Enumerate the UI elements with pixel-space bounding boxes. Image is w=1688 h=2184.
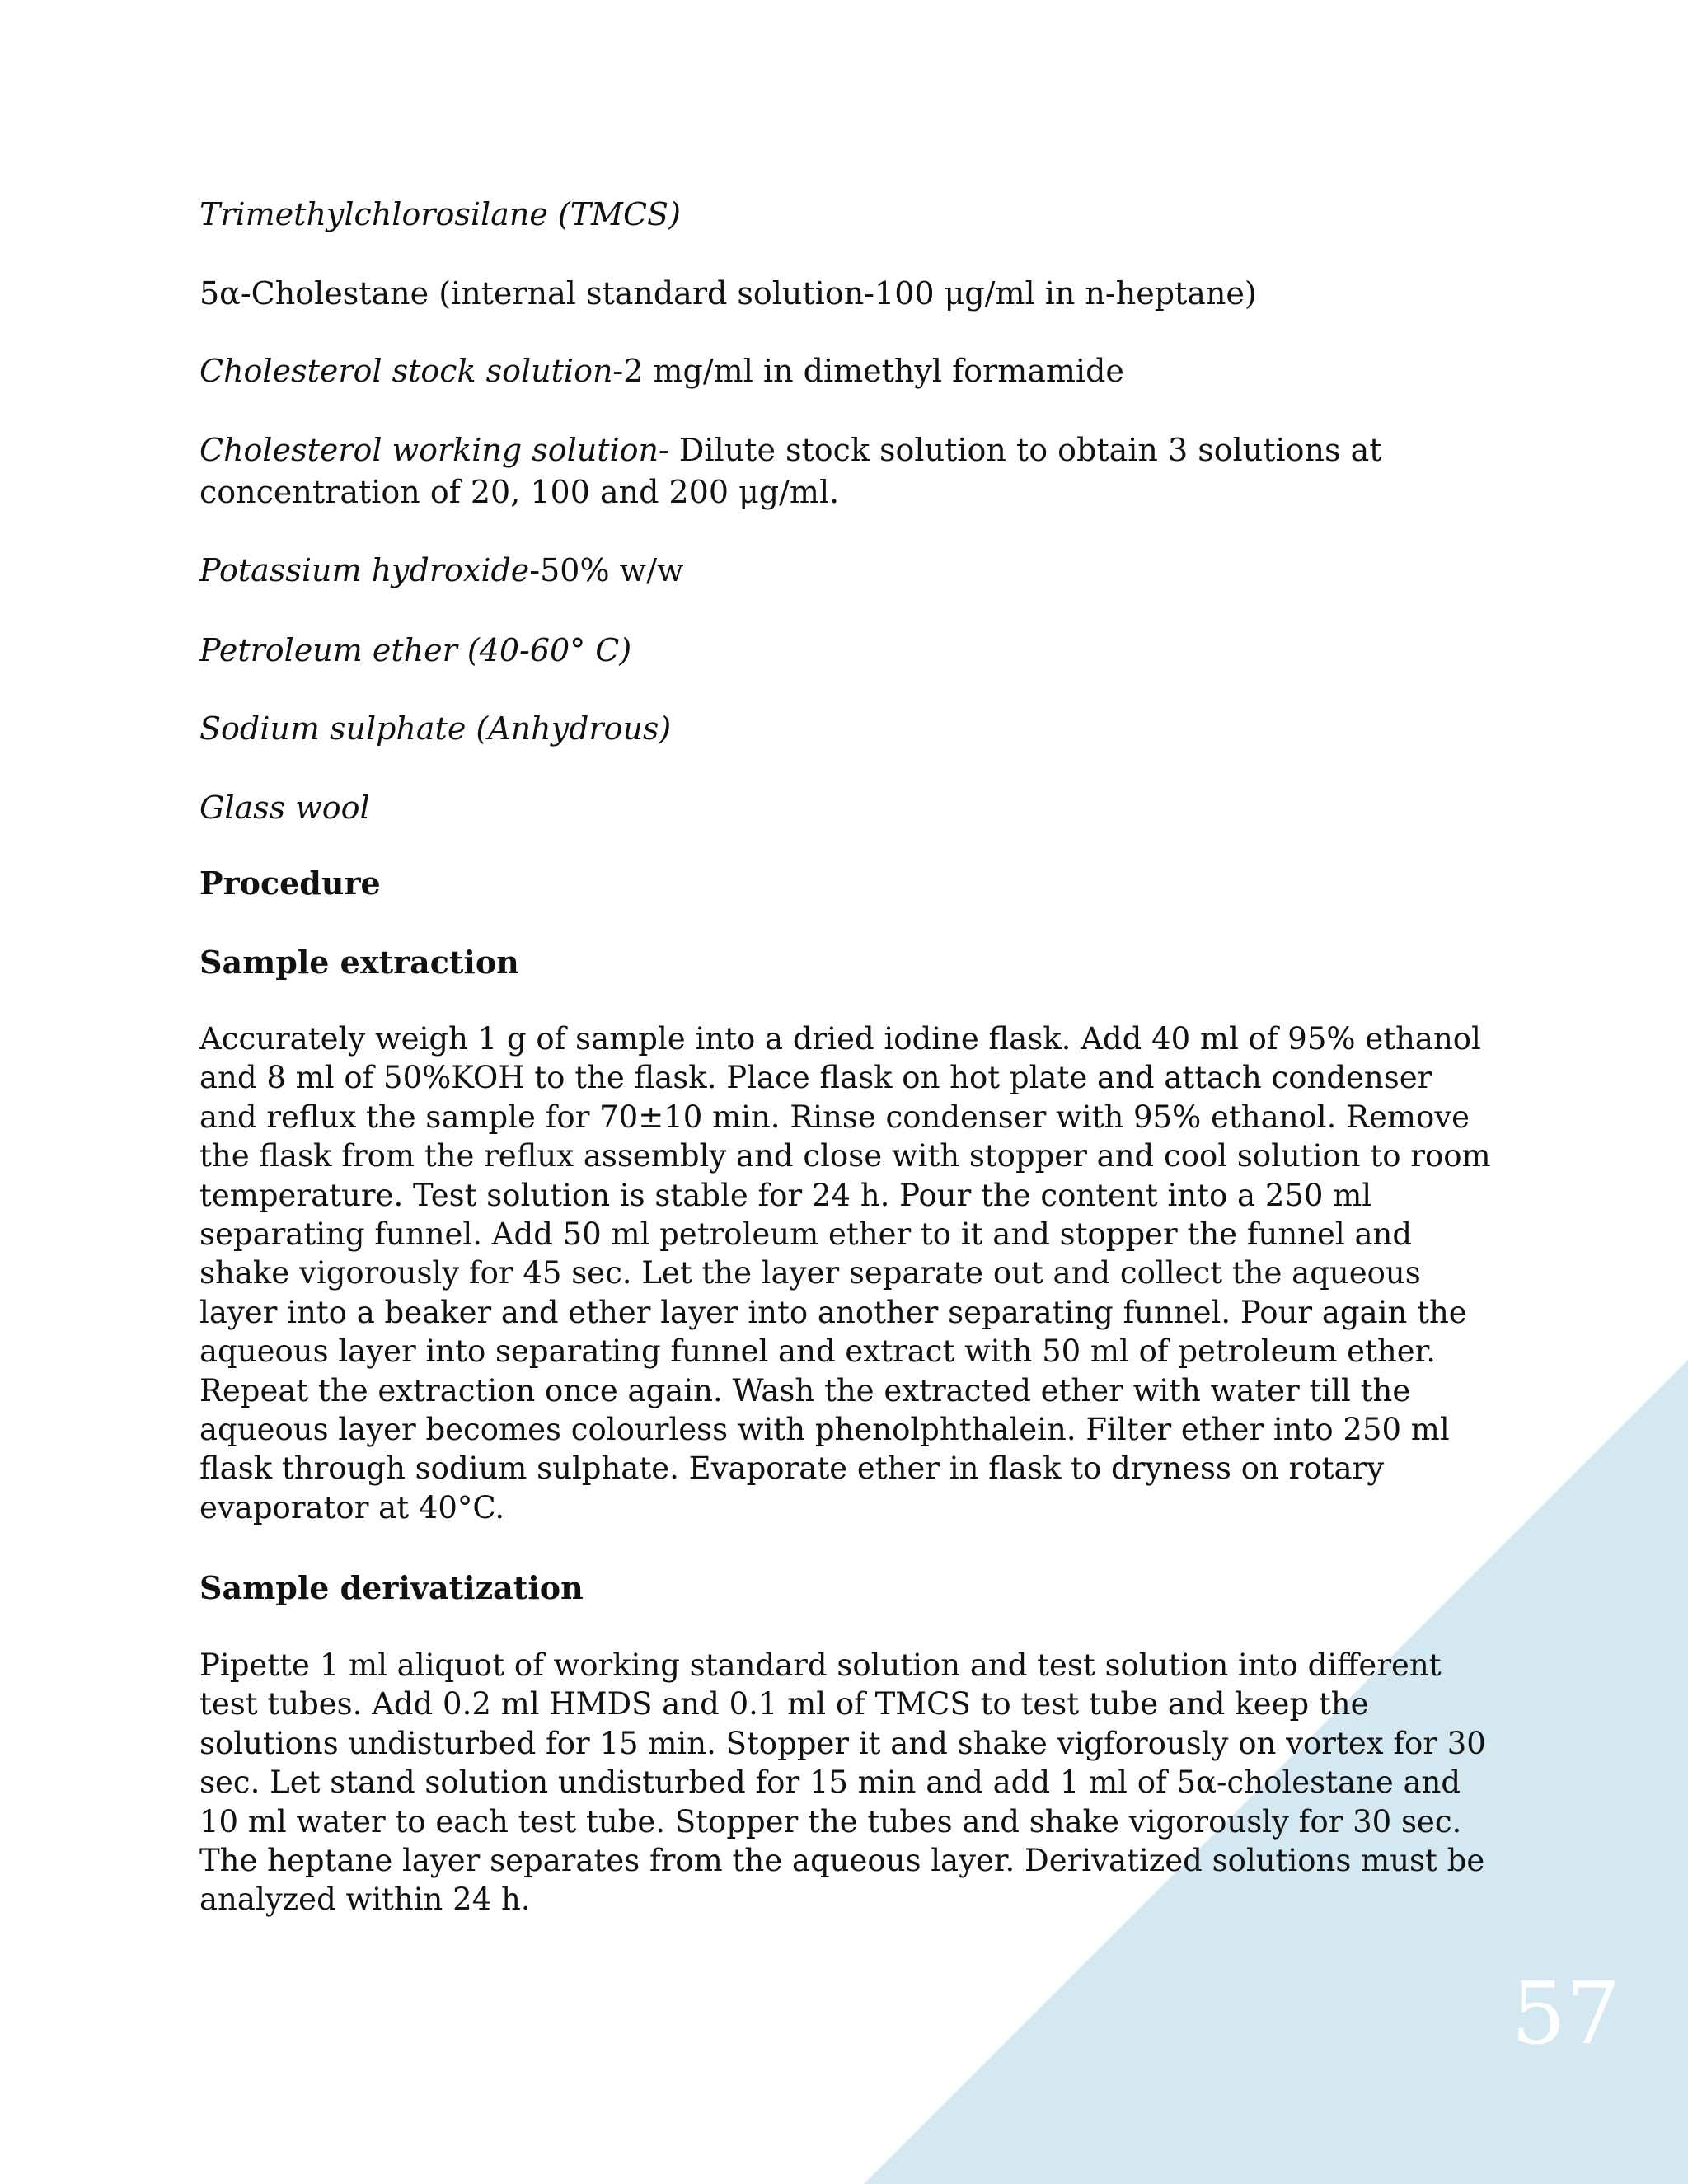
heading-sample-extraction: Sample extraction <box>199 944 519 981</box>
paragraph-sample-extraction <box>199 1019 1559 1527</box>
working-value-line1: - Dilute stock solution to obtain 3 solutions at <box>659 432 1382 468</box>
paragraph-line: shake vigorously for 45 sec. Let the layer separate out and collect the aqueous <box>199 1255 1421 1291</box>
koh-value: -50% w/w <box>529 552 684 588</box>
paragraph-line: evaporator at 40°C. <box>199 1489 505 1526</box>
page-number: 57 <box>1511 1963 1620 2064</box>
paragraph-line: and 8 ml of 50%KOH to the flask. Place flask on hot plate and attach condenser <box>199 1060 1432 1096</box>
paragraph-line: Accurately weigh 1 g of sample into a dried iodine flask. Add 40 ml of 95% ethanol <box>199 1021 1481 1057</box>
paragraph-line: layer into a beaker and ether layer into another separating funnel. Pour again the <box>199 1294 1467 1330</box>
material-cholesterol-working <box>199 430 1382 470</box>
working-label: Cholesterol working solution <box>199 432 659 468</box>
paragraph-line: Repeat the extraction once again. Wash the extracted ether with water till the <box>199 1372 1411 1408</box>
paragraph-line: 10 ml water to each test tube. Stopper the tubes and shake vigorously for 30 sec. <box>199 1803 1462 1840</box>
material-cholesterol-stock <box>199 351 1124 391</box>
paragraph-line: The heptane layer separates from the aqueous layer. Derivatized solutions must be <box>199 1843 1485 1879</box>
paragraph-line: analyzed within 24 h. <box>199 1882 531 1918</box>
paragraph-line: aqueous layer becomes colourless with phenolphthalein. Filter ether into 250 ml <box>199 1412 1450 1448</box>
paragraph-sample-derivatization <box>199 1646 1559 1919</box>
material-petroleum-ether: Petroleum ether (40-60° C) <box>199 632 632 668</box>
stock-label: Cholesterol stock solution <box>199 353 613 389</box>
paragraph-line: test tubes. Add 0.2 ml HMDS and 0.1 ml of TMCS to test tube and keep the <box>199 1686 1369 1722</box>
paragraph-line: Pipette 1 ml aliquot of working standard solution and test solution into different <box>199 1647 1442 1683</box>
paragraph-line: sec. Let stand solution undisturbed for 15 min and add 1 ml of 5α-cholestane and <box>199 1765 1461 1801</box>
paragraph-line: and reflux the sample for 70±10 min. Rinse condenser with 95% ethanol. Remove <box>199 1099 1470 1135</box>
material-sodium-sulphate: Sodium sulphate (Anhydrous) <box>199 710 672 747</box>
material-cholestane: 5α-Cholestane (internal standard solution-100 μg/ml in n-heptane) <box>199 275 1257 312</box>
paragraph-line: separating funnel. Add 50 ml petroleum ether to it and stopper the funnel and <box>199 1216 1413 1253</box>
material-glass-wool: Glass wool <box>199 790 370 826</box>
heading-sample-derivatization: Sample derivatization <box>199 1569 584 1606</box>
material-potassium-hydroxide <box>199 551 684 590</box>
koh-label: Potassium hydroxide <box>199 552 530 588</box>
paragraph-line: aqueous layer into separating funnel and extract with 50 ml of petroleum ether. <box>199 1333 1437 1370</box>
working-value-line2: concentration of 20, 100 and 200 μg/ml. <box>199 474 840 510</box>
heading-procedure: Procedure <box>199 865 381 902</box>
paragraph-line: flask through sodium sulphate. Evaporate ether in flask to dryness on rotary <box>199 1451 1385 1487</box>
stock-value: -2 mg/ml in dimethyl formamide <box>612 353 1124 389</box>
material-tmcs: Trimethylchlorosilane (TMCS) <box>199 196 681 232</box>
paragraph-line: temperature. Test solution is stable for 24 h. Pour the content into a 250 ml <box>199 1177 1372 1213</box>
paragraph-line: solutions undisturbed for 15 min. Stopper it and shake vigforously on vortex for 30 <box>199 1725 1486 1761</box>
paragraph-line: the flask from the reflux assembly and close with stopper and cool solution to room <box>199 1138 1491 1174</box>
